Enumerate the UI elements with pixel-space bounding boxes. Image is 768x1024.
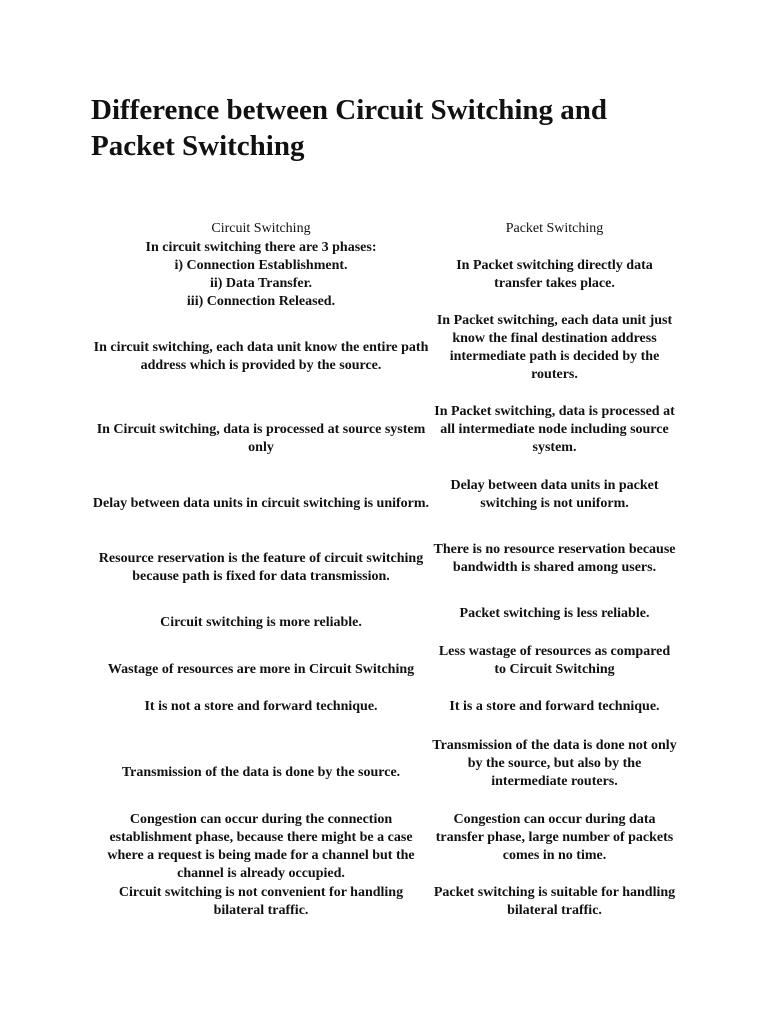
circuit-cell-bilateral-traffic: Circuit switching is not convenient for handling bilateral traffic.	[118, 885, 404, 918]
packet-cell-processing: In Packet switching, data is processed at all intermediate node including source system.	[434, 404, 675, 455]
packet-cell-reliability: Packet switching is less reliable.	[459, 606, 650, 621]
circuit-cell-delay: Delay between data units in circuit switching is uniform.	[92, 496, 430, 511]
circuit-cell-store-forward: It is not a store and forward technique.	[144, 699, 378, 714]
circuit-cell-reliability: Circuit switching is more reliable.	[160, 615, 362, 630]
circuit-cell-transmission: Transmission of the data is done by the source.	[121, 765, 401, 780]
circuit-cell-congestion: Congestion can occur during the connection establishment phase, because there might be a case where a request is being made for a channel but the channel is already occupied.	[107, 812, 415, 881]
packet-cell-delay: Delay between data units in packet switching is not uniform.	[450, 478, 659, 511]
page-title: Difference between Circuit Switching and Packet Switching	[91, 94, 608, 162]
packet-cell-transmission: Transmission of the data is done not only by the source, but also by the intermediate routers.	[432, 738, 677, 789]
circuit-cell-wastage: Wastage of resources are more in Circuit Switching	[107, 662, 415, 677]
circuit-cell-resource-reservation: Resource reservation is the feature of circuit switching because path is fixed for data transmission.	[98, 551, 424, 584]
circuit-cell-phases: In circuit switching there are 3 phases: i) Connection Establishment. ii) Data Transfer. iii) Connection Released.	[145, 240, 377, 309]
circuit-cell-processing: In Circuit switching, data is processed at source system only	[96, 422, 426, 455]
packet-cell-phases: In Packet switching directly data transfer takes place.	[456, 258, 653, 291]
packet-cell-wastage: Less wastage of resources as compared to Circuit Switching	[438, 644, 671, 677]
column-header-packet: Packet Switching	[505, 221, 604, 236]
packet-cell-path-address: In Packet switching, each data unit just know the final destination address intermediate path is decided by the routers.	[436, 313, 673, 382]
column-header-circuit: Circuit Switching	[211, 221, 311, 236]
packet-cell-congestion: Congestion can occur during data transfer phase, large number of packets comes in no time.	[435, 812, 674, 863]
packet-cell-store-forward: It is a store and forward technique.	[449, 699, 660, 714]
packet-cell-resource-reservation: There is no resource reservation because bandwidth is shared among users.	[433, 542, 676, 575]
packet-cell-bilateral-traffic: Packet switching is suitable for handling bilateral traffic.	[433, 885, 676, 918]
circuit-cell-path-address: In circuit switching, each data unit know the entire path address which is provided by the source.	[93, 340, 429, 373]
